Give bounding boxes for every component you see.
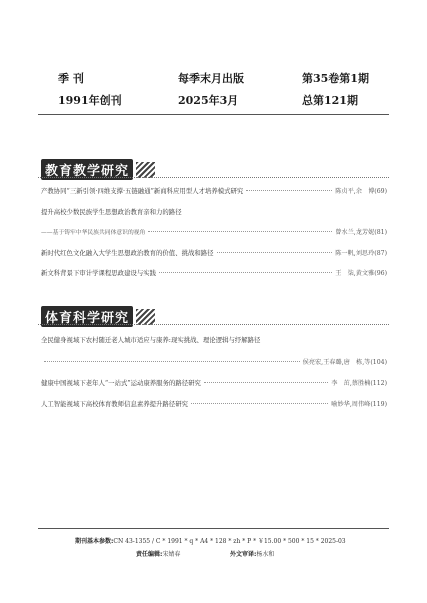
article-title: 人工智能视域下高校体育教师信息素养提升路径研究: [41, 400, 188, 408]
toc-entry[interactable]: [41, 207, 387, 216]
publication-schedule: 每季末月出版: [178, 72, 244, 85]
leader-dots: [159, 272, 332, 273]
article-authors: 陈一帆,刘思玲(87): [335, 250, 387, 257]
total-issue: 总第121期: [302, 94, 358, 107]
toc-entry[interactable]: [41, 399, 387, 408]
section-title: 体育科学研究: [41, 306, 133, 327]
proof-name: 杨水和: [256, 551, 275, 558]
founding-year: 1991年创刊: [58, 94, 122, 107]
article-subtitle: ——基于铸牢中华民族共同体意识的视角: [41, 230, 146, 236]
toc-entry[interactable]: [41, 335, 387, 344]
toc-entry-subtitle[interactable]: [41, 227, 387, 236]
frequency-label: 季 刊: [58, 72, 84, 85]
foreign-language-reviewer: [230, 549, 274, 558]
section-decoration-icon: [136, 162, 155, 178]
leader-dots: [246, 190, 332, 191]
toc-entry[interactable]: [41, 186, 387, 195]
article-title: 新时代红色文化融入大学生思想政治教育的价值、挑战和路径: [41, 249, 214, 257]
editor-label: 责任编辑:: [136, 551, 163, 558]
article-authors: 曾水兰,龙芳妮(81): [335, 229, 387, 236]
article-authors: 陈贞平,余 博(69): [335, 188, 387, 195]
leader-dots: [44, 361, 300, 362]
responsible-editor: [136, 549, 180, 558]
section-divider: [38, 324, 389, 325]
issue-date: 2025年3月: [178, 94, 239, 107]
article-title: 全民健身视域下农村随迁老人城市适应与康养:现实挑战、理论逻辑与纾解路径: [41, 336, 261, 344]
toc-entry[interactable]: [41, 268, 387, 277]
toc-entry[interactable]: [41, 378, 387, 387]
article-title: 新文科背景下审计学课程思政建设与实践: [41, 269, 157, 277]
editor-name: 宋婧春: [162, 551, 181, 558]
article-authors: 喻妙华,周伟峰(119): [331, 401, 387, 408]
article-title: 产教协同“三新引领·四维支撑·五链融通”新商科应用型人才培养模式研究: [41, 187, 244, 195]
journal-parameters: [75, 536, 346, 545]
footer-divider: [38, 528, 389, 529]
volume-issue: 第35卷第1期: [302, 72, 369, 85]
article-authors: 王 柒,黄文雅(96): [335, 270, 387, 277]
params-value: CN 43-1355 / C * 1991 * q * A4 * 128 * zh * P * ￥15.00 * 500 * 15 * 2025-03: [113, 538, 346, 545]
proof-label: 外文审译:: [230, 551, 257, 558]
leader-dots: [148, 231, 332, 232]
article-authors: 侯亮宏,王春璐,唐 栋,等(104): [302, 359, 387, 366]
section-decoration-icon: [136, 309, 155, 325]
leader-dots: [217, 252, 333, 253]
params-label: 期刊基本参数:: [75, 538, 114, 545]
leader-dots: [204, 382, 328, 383]
header-divider: [38, 114, 389, 115]
toc-entry[interactable]: [41, 248, 387, 257]
section-title: 教育教学研究: [41, 159, 133, 180]
leader-dots: [191, 403, 328, 404]
toc-entry-authors[interactable]: [41, 357, 387, 366]
article-title: 提升高校少数民族学生思想政治教育亲和力的路径: [41, 208, 182, 216]
article-authors: 李 茁,蔡胜楠(112): [331, 380, 387, 387]
article-title: 健康中国视域下老年人“一站式”运动康养服务的路径研究: [41, 379, 201, 387]
section-divider: [38, 177, 389, 178]
